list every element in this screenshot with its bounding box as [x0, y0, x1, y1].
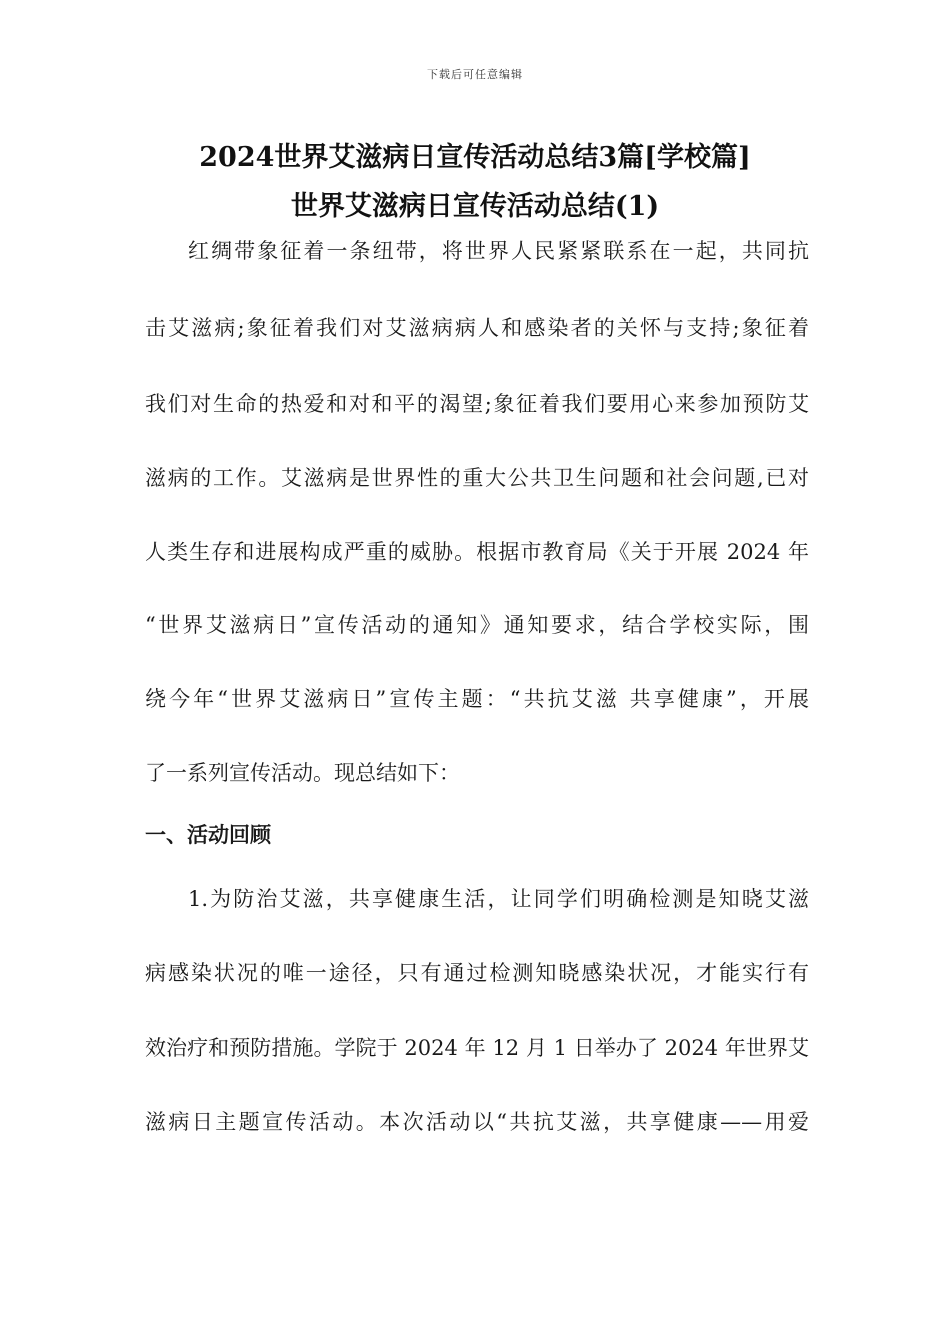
document-title: 2024世界艾滋病日宣传活动总结3篇[学校篇] — [199, 142, 751, 173]
paragraph-line: “世界艾滋病日”宣传活动的通知》通知要求，结合学校实际，围 — [145, 613, 809, 637]
section-heading: 一、活动回顾 — [145, 823, 271, 847]
paragraph-line: 病感染状况的唯一途径，只有通过检测知晓感染状况，才能实行有 — [145, 961, 809, 985]
paragraph-line: 了一系列宣传活动。现总结如下： — [145, 761, 460, 785]
paragraph-line: 人类生存和进展构成严重的威胁。根据市教育局《关于开展 2024 年 — [145, 540, 809, 564]
paragraph-line: 击艾滋病;象征着我们对艾滋病病人和感染者的关怀与支持;象征着 — [145, 316, 809, 340]
paragraph-line: 滋病的工作。艾滋病是世界性的重大公共卫生问题和社会问题,已对 — [145, 466, 809, 490]
paragraph-line: 1.为防治艾滋，共享健康生活，让同学们明确检测是知晓艾滋 — [188, 887, 809, 911]
download-note: 下载后可任意编辑 — [427, 68, 523, 81]
paragraph-line: 滋病日主题宣传活动。本次活动以“共抗艾滋，共享健康——用爱 — [145, 1110, 809, 1134]
document-subtitle: 世界艾滋病日宣传活动总结(1) — [290, 191, 660, 222]
paragraph-line: 绕今年“世界艾滋病日”宣传主题：“共抗艾滋 共享健康”，开展 — [145, 687, 809, 711]
paragraph-line: 效治疗和预防措施。学院于 2024 年 12 月 1 日举办了 2024 年世界艾 — [145, 1036, 809, 1060]
paragraph-line: 红绸带象征着一条纽带，将世界人民紧紧联系在一起，共同抗 — [188, 239, 809, 263]
paragraph-line: 我们对生命的热爱和对和平的渴望;象征着我们要用心来参加预防艾 — [145, 392, 809, 416]
